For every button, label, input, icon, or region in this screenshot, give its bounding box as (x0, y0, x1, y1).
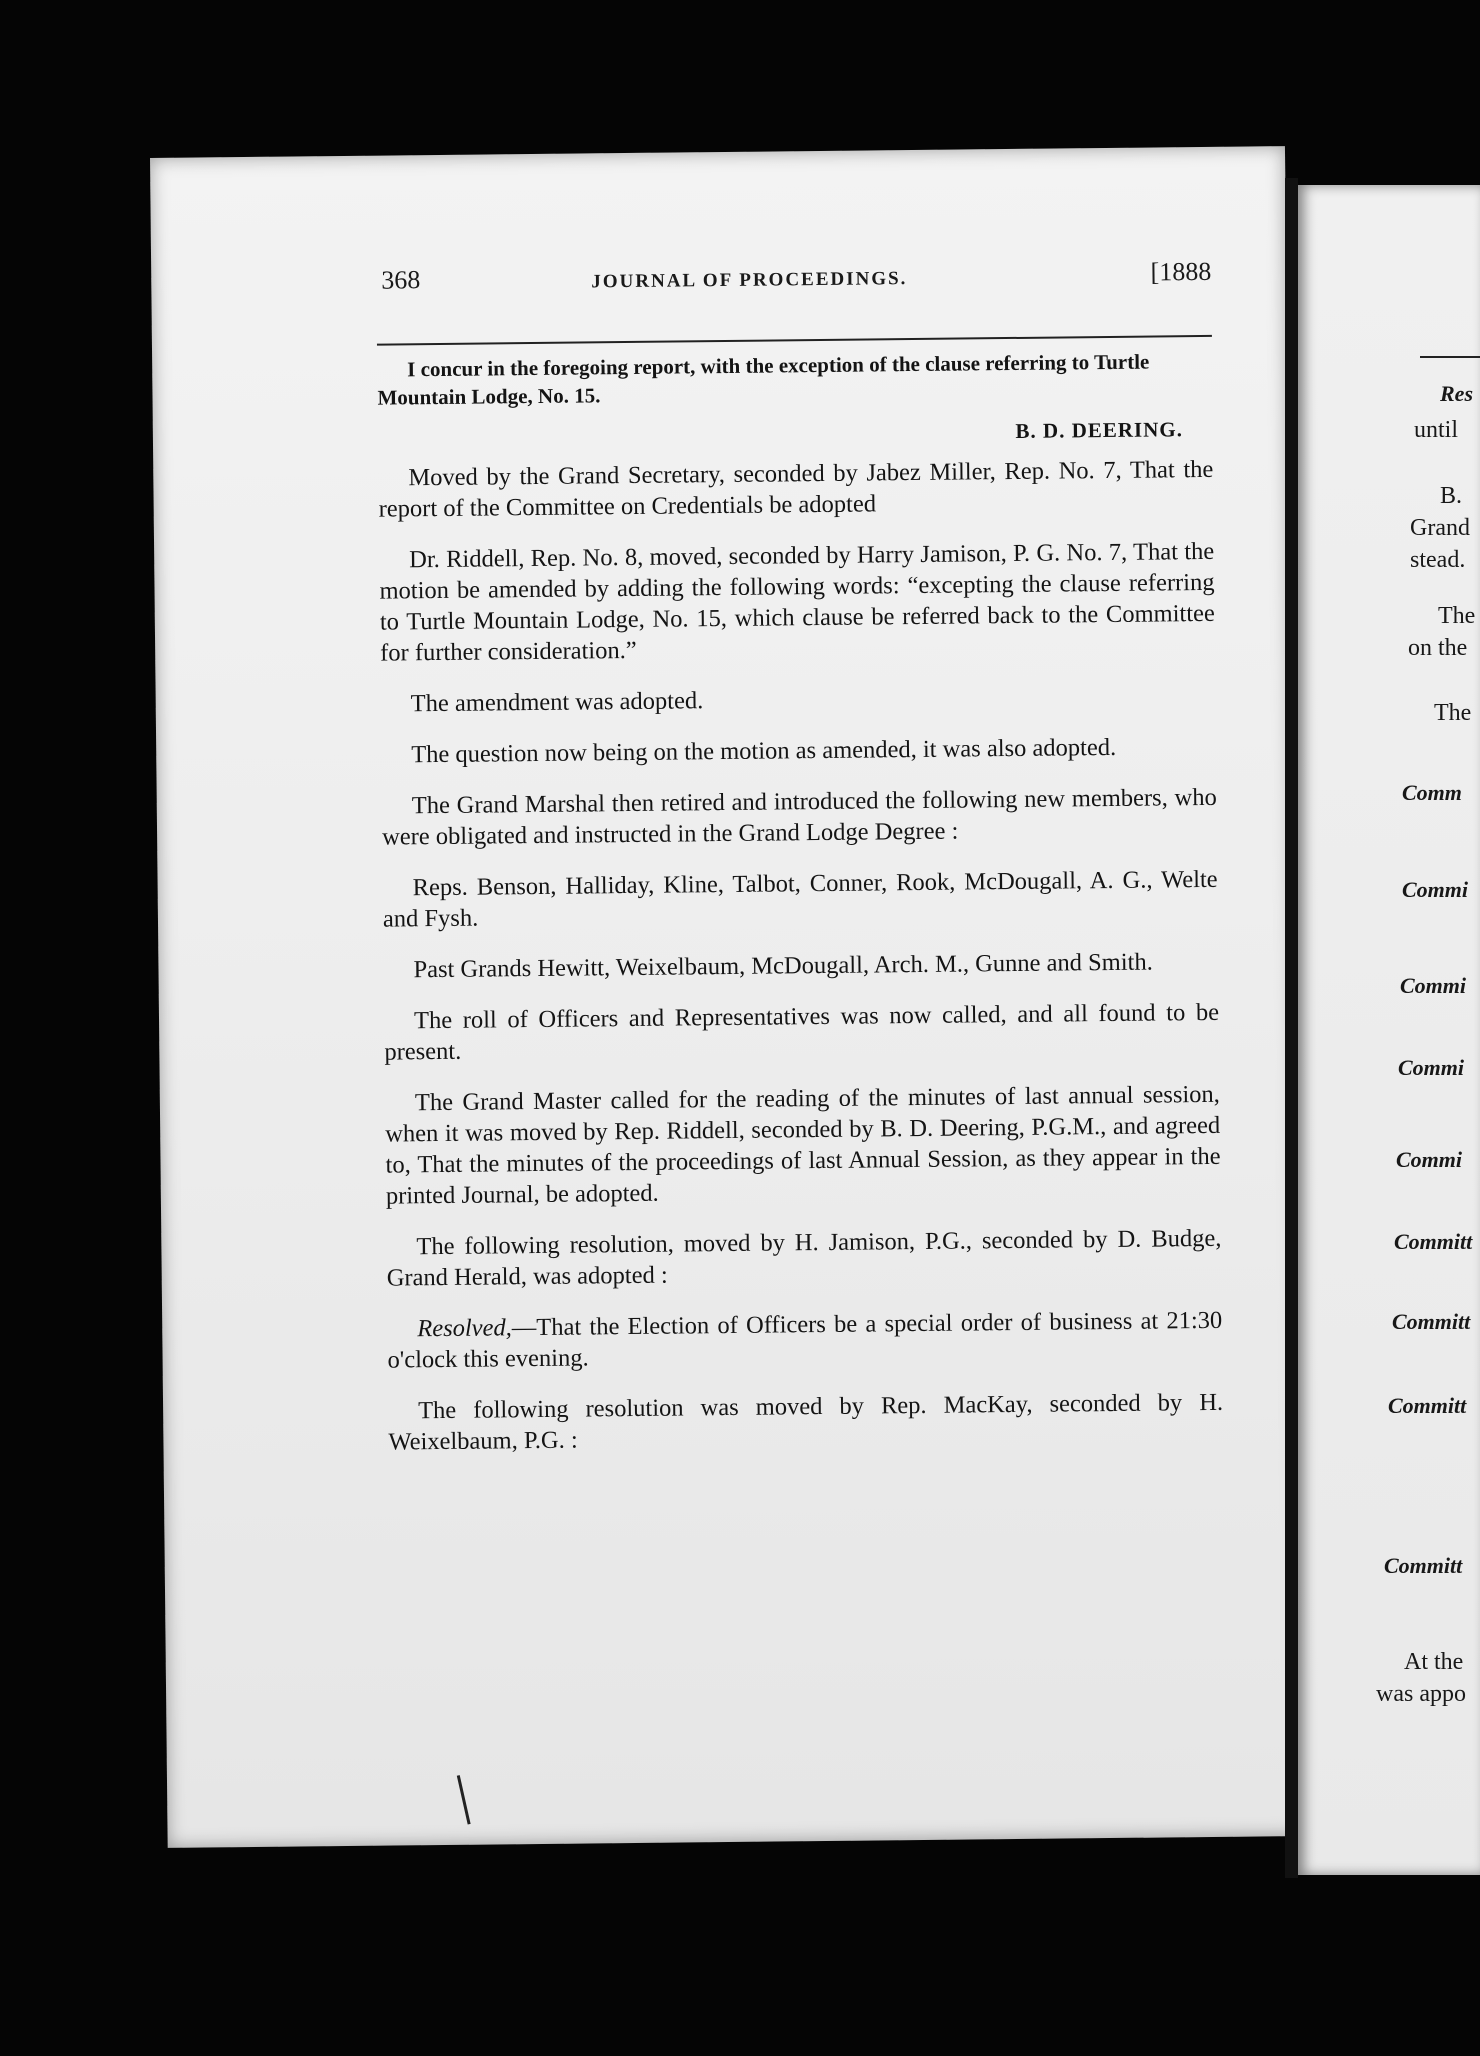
header-year: [1888 (1150, 256, 1212, 287)
right-fragment: Commi (1398, 1055, 1465, 1080)
resolution-label: Resolved, (417, 1314, 512, 1343)
signature: B. D. DEERING. (1015, 417, 1184, 443)
paragraph: Moved by the Grand Secretary, seconded by Jabez Miller, Rep. No. 7, That the report of the Committee on Credentials be adopted (378, 455, 1214, 523)
paragraph: The roll of Officers and Representatives was now called, and all found to be present. (384, 998, 1220, 1066)
right-fragment: Commi (1402, 877, 1469, 902)
right-fragment: The (1434, 700, 1472, 726)
right-fragment: Committ (1392, 1309, 1471, 1334)
paragraph: The following resolution, moved by H. Jamison, P.G., seconded by D. Budge, Grand Herald, was adopted : (386, 1224, 1222, 1292)
paragraph: Reps. Benson, Halliday, Kline, Talbot, Conner, Rook, McDougall, A. G., Welte and Fysh. (382, 865, 1218, 933)
header-rule (377, 335, 1212, 346)
right-fragment: Committ (1384, 1553, 1463, 1578)
right-fragment: Grand (1410, 515, 1470, 541)
right-fragment: At the (1404, 1649, 1464, 1675)
scan-blemish (457, 1775, 471, 1824)
resolution-text: —That the Election of Officers be a special order of business at 21:30 o'clock this evening. (387, 1306, 1223, 1374)
concurrence-note: I concur in the foregoing report, with the exception of the clause referring to Turtle Mountain Lodge, No. 15. (377, 349, 1150, 410)
right-page-rule (1420, 356, 1480, 358)
left-page-text (150, 146, 1303, 1848)
paragraph: Past Grands Hewitt, Weixelbaum, McDougall, Arch. M., Gunne and Smith. (413, 948, 1153, 984)
right-fragment: stead. (1410, 547, 1466, 573)
right-fragment: Committ (1388, 1393, 1467, 1418)
right-fragment: Comm (1402, 780, 1462, 805)
final-paragraph: The following resolution was moved by Rep. MacKay, seconded by H. Weixelbaum, P.G. : (388, 1388, 1224, 1456)
paragraph: The amendment was adopted. (410, 687, 704, 718)
paragraph: The Grand Marshal then retired and introduced the following new members, who were obligated and instructed in the Grand Lodge Degree : (381, 783, 1217, 851)
right-fragment: was appo (1376, 1681, 1466, 1707)
running-title: JOURNAL OF PROCEEDINGS. (591, 268, 908, 293)
right-fragment: until (1414, 417, 1459, 443)
right-fragment: Commi (1400, 973, 1467, 998)
paragraph: The Grand Master called for the reading of the minutes of last annual session, when it was moved by Rep. Riddell, seconded by B. D. Deering, P.G.M., and agreed to, That the minutes of the proceedings of last Annual Session, as they appear in the printed Journal, be adopted. (385, 1080, 1221, 1210)
page-body (377, 347, 1224, 1478)
right-page (1298, 185, 1480, 1875)
right-fragment: on the (1408, 635, 1468, 661)
paragraph: Dr. Riddell, Rep. No. 8, moved, seconded by Harry Jamison, P. G. No. 7, That the motion be amended by adding the following words: “excepting the clause referring to Turtle Mountain Lodge, No. 15, which clause be referred back to the Committee for further consideration.” (379, 537, 1215, 667)
resolution (387, 1305, 1223, 1376)
right-fragment: The (1438, 603, 1476, 629)
page-header (381, 257, 1211, 306)
right-fragment: Res (1440, 381, 1473, 406)
paragraph: The question now being on the motion as amended, it was also adopted. (411, 733, 1117, 769)
page-number: 368 (381, 265, 421, 295)
right-fragment: Committ (1394, 1229, 1473, 1254)
right-fragment: B. (1440, 483, 1463, 509)
right-fragment: Commi (1396, 1147, 1463, 1172)
